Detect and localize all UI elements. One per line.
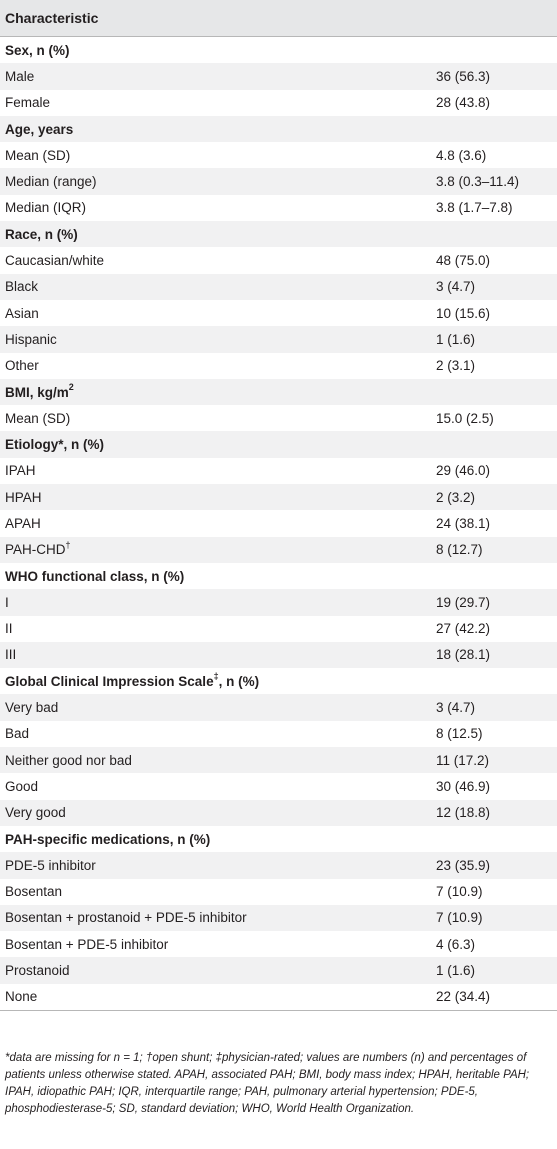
row-value: 15.0 (2.5) [436,410,494,426]
table-header [0,0,557,37]
table-row [0,694,557,720]
row-label [5,463,36,478]
row-label [5,726,29,741]
row-value: 3.8 (0.3–11.4) [436,174,520,190]
row-value: 29 (46.0) [436,463,491,479]
label-text: III [5,647,17,663]
section-header-row [0,221,557,247]
label-text: Caucasian/white [5,253,105,269]
row-label [5,858,96,873]
table-row [0,90,557,116]
section-label [5,671,260,689]
row-label [5,884,62,899]
table-row [0,931,557,957]
row-value: 10 (15.6) [436,305,491,321]
section-header-row [0,668,557,694]
label-text: II [5,621,13,637]
table-row [0,353,557,379]
section-header-row [0,116,557,142]
label-text: Male [5,68,35,84]
row-value: 19 (29.7) [436,594,491,610]
row-label [5,279,38,294]
label-text: WHO functional class, n (%) [5,568,185,584]
row-value: 36 (56.3) [436,68,491,84]
label-text: Asian [5,305,39,321]
table-row [0,142,557,168]
row-label [5,332,57,347]
label-text: Age, years [5,121,74,137]
row-value: 4 (6.3) [436,936,476,952]
superscript: ‡ [213,671,219,682]
label-text: Very good [5,805,66,821]
label-text: Bosentan [5,884,63,900]
table-row [0,63,557,89]
table-row [0,537,557,563]
section-label [5,382,74,400]
label-text: Mean (SD) [5,147,71,163]
table-row [0,300,557,326]
row-value: 1 (1.6) [436,331,476,347]
row-label [5,700,58,715]
row-label [5,753,132,768]
label-text: Very bad [5,700,59,716]
label-text: Mean (SD) [5,410,71,426]
label-text: PAH-CHD [5,542,66,558]
section-label [5,569,184,584]
label-text: Median (range) [5,174,97,190]
label-text: Race, n (%) [5,226,78,242]
row-label [5,910,247,925]
label-text: APAH [5,515,41,531]
row-value: 30 (46.9) [436,778,491,794]
row-value: 2 (3.2) [436,489,476,505]
label-text: PDE-5 inhibitor [5,857,96,873]
row-value: 8 (12.7) [436,542,483,558]
row-value: 3 (4.7) [436,279,476,295]
row-label [5,200,86,215]
table-row [0,905,557,931]
row-value: 4.8 (3.6) [436,147,487,163]
row-value: 27 (42.2) [436,621,491,637]
label-text: Bosentan + PDE-5 inhibitor [5,936,169,952]
row-label [5,306,39,321]
row-label [5,595,9,610]
row-label [5,516,41,531]
row-label [5,174,97,189]
label-text: HPAH [5,489,42,505]
table-row [0,747,557,773]
table-row [0,721,557,747]
row-label [5,69,34,84]
row-value: 24 (38.1) [436,515,491,531]
table-row [0,168,557,194]
row-value: 3.8 (1.7–7.8) [436,200,513,216]
section-header-row [0,431,557,457]
row-label [5,95,50,110]
label-text: Bad [5,726,30,742]
row-value: 11 (17.2) [436,752,490,768]
row-label [5,805,66,820]
table-row [0,510,557,536]
section-label [5,227,78,242]
table-row [0,879,557,905]
row-value: 1 (1.6) [436,963,476,979]
table-body [0,37,557,1011]
row-label [5,647,16,662]
row-label [5,253,104,268]
row-label [5,937,168,952]
label-text: Sex, n (%) [5,42,70,58]
label-text: IPAH [5,463,36,479]
row-value: 48 (75.0) [436,253,491,269]
row-value: 7 (10.9) [436,884,483,900]
label-text: Female [5,95,51,111]
label-text: Other [5,358,39,374]
table-row [0,589,557,615]
label-text: Black [5,279,39,295]
label-text: Hispanic [5,331,57,347]
label-text: Global Clinical Impression Scale [5,673,214,689]
row-label [5,621,13,636]
row-value: 7 (10.9) [436,910,483,926]
row-value: 22 (34.4) [436,989,491,1005]
row-value: 2 (3.1) [436,358,476,374]
table-row [0,616,557,642]
label-text: Good [5,778,39,794]
section-label [5,437,104,452]
table-row [0,642,557,668]
row-value: 18 (28.1) [436,647,491,663]
row-label [5,358,39,373]
table-row [0,326,557,352]
row-label [5,539,71,558]
table-row [0,484,557,510]
table-row [0,800,557,826]
superscript: 2 [68,382,74,392]
section-header-row [0,37,557,63]
label-text: Neither good nor bad [5,752,132,768]
section-header-row [0,379,557,405]
table-row [0,274,557,300]
label-text: I [5,594,9,610]
table-row [0,773,557,799]
label-text: Etiology*, n (%) [5,437,104,453]
row-value: 12 (18.8) [436,805,491,821]
superscript: † [65,539,71,550]
table-row [0,405,557,431]
table-row [0,247,557,273]
table-footnote: *data are missing for n = 1; †open shunt; ‡physician-rated; values are numbers (n) and percentages of patients unless otherwise stated. APAH, associated PAH; BMI, body mass index; HPAH, heritable PAH; IPAH, idiopathic PAH; IQR, interquartile range; PAH, pulmonary arterial hypertension; PDE-5, phosphodiesterase-5; SD, standard deviation; WHO, World Health Organization. [5,1052,530,1115]
row-label [5,148,70,163]
section-header-row [0,826,557,852]
section-label [5,832,210,847]
section-header-row [0,563,557,589]
label-text: Median (IQR) [5,200,87,216]
label-text: Prostanoid [5,963,70,979]
label-text: PAH-specific medications, n (%) [5,831,211,847]
table-row [0,195,557,221]
label-suffix: , n (%) [218,673,260,689]
row-label [5,490,42,505]
row-label [5,989,37,1004]
section-label [5,122,73,137]
column-header-characteristic: Characteristic [5,10,99,26]
row-value: 8 (12.5) [436,726,483,742]
row-label [5,963,70,978]
section-label [5,43,70,58]
label-text: None [5,989,38,1005]
row-value: 3 (4.7) [436,700,476,716]
label-text: Bosentan + prostanoid + PDE-5 inhibitor [5,910,247,926]
table-row [0,458,557,484]
row-label [5,411,70,426]
row-label [5,779,38,794]
table-row [0,984,557,1010]
label-text: BMI, kg/m [5,384,69,400]
table-row [0,852,557,878]
row-value: 23 (35.9) [436,857,491,873]
table-row [0,957,557,983]
row-value: 28 (43.8) [436,95,491,111]
